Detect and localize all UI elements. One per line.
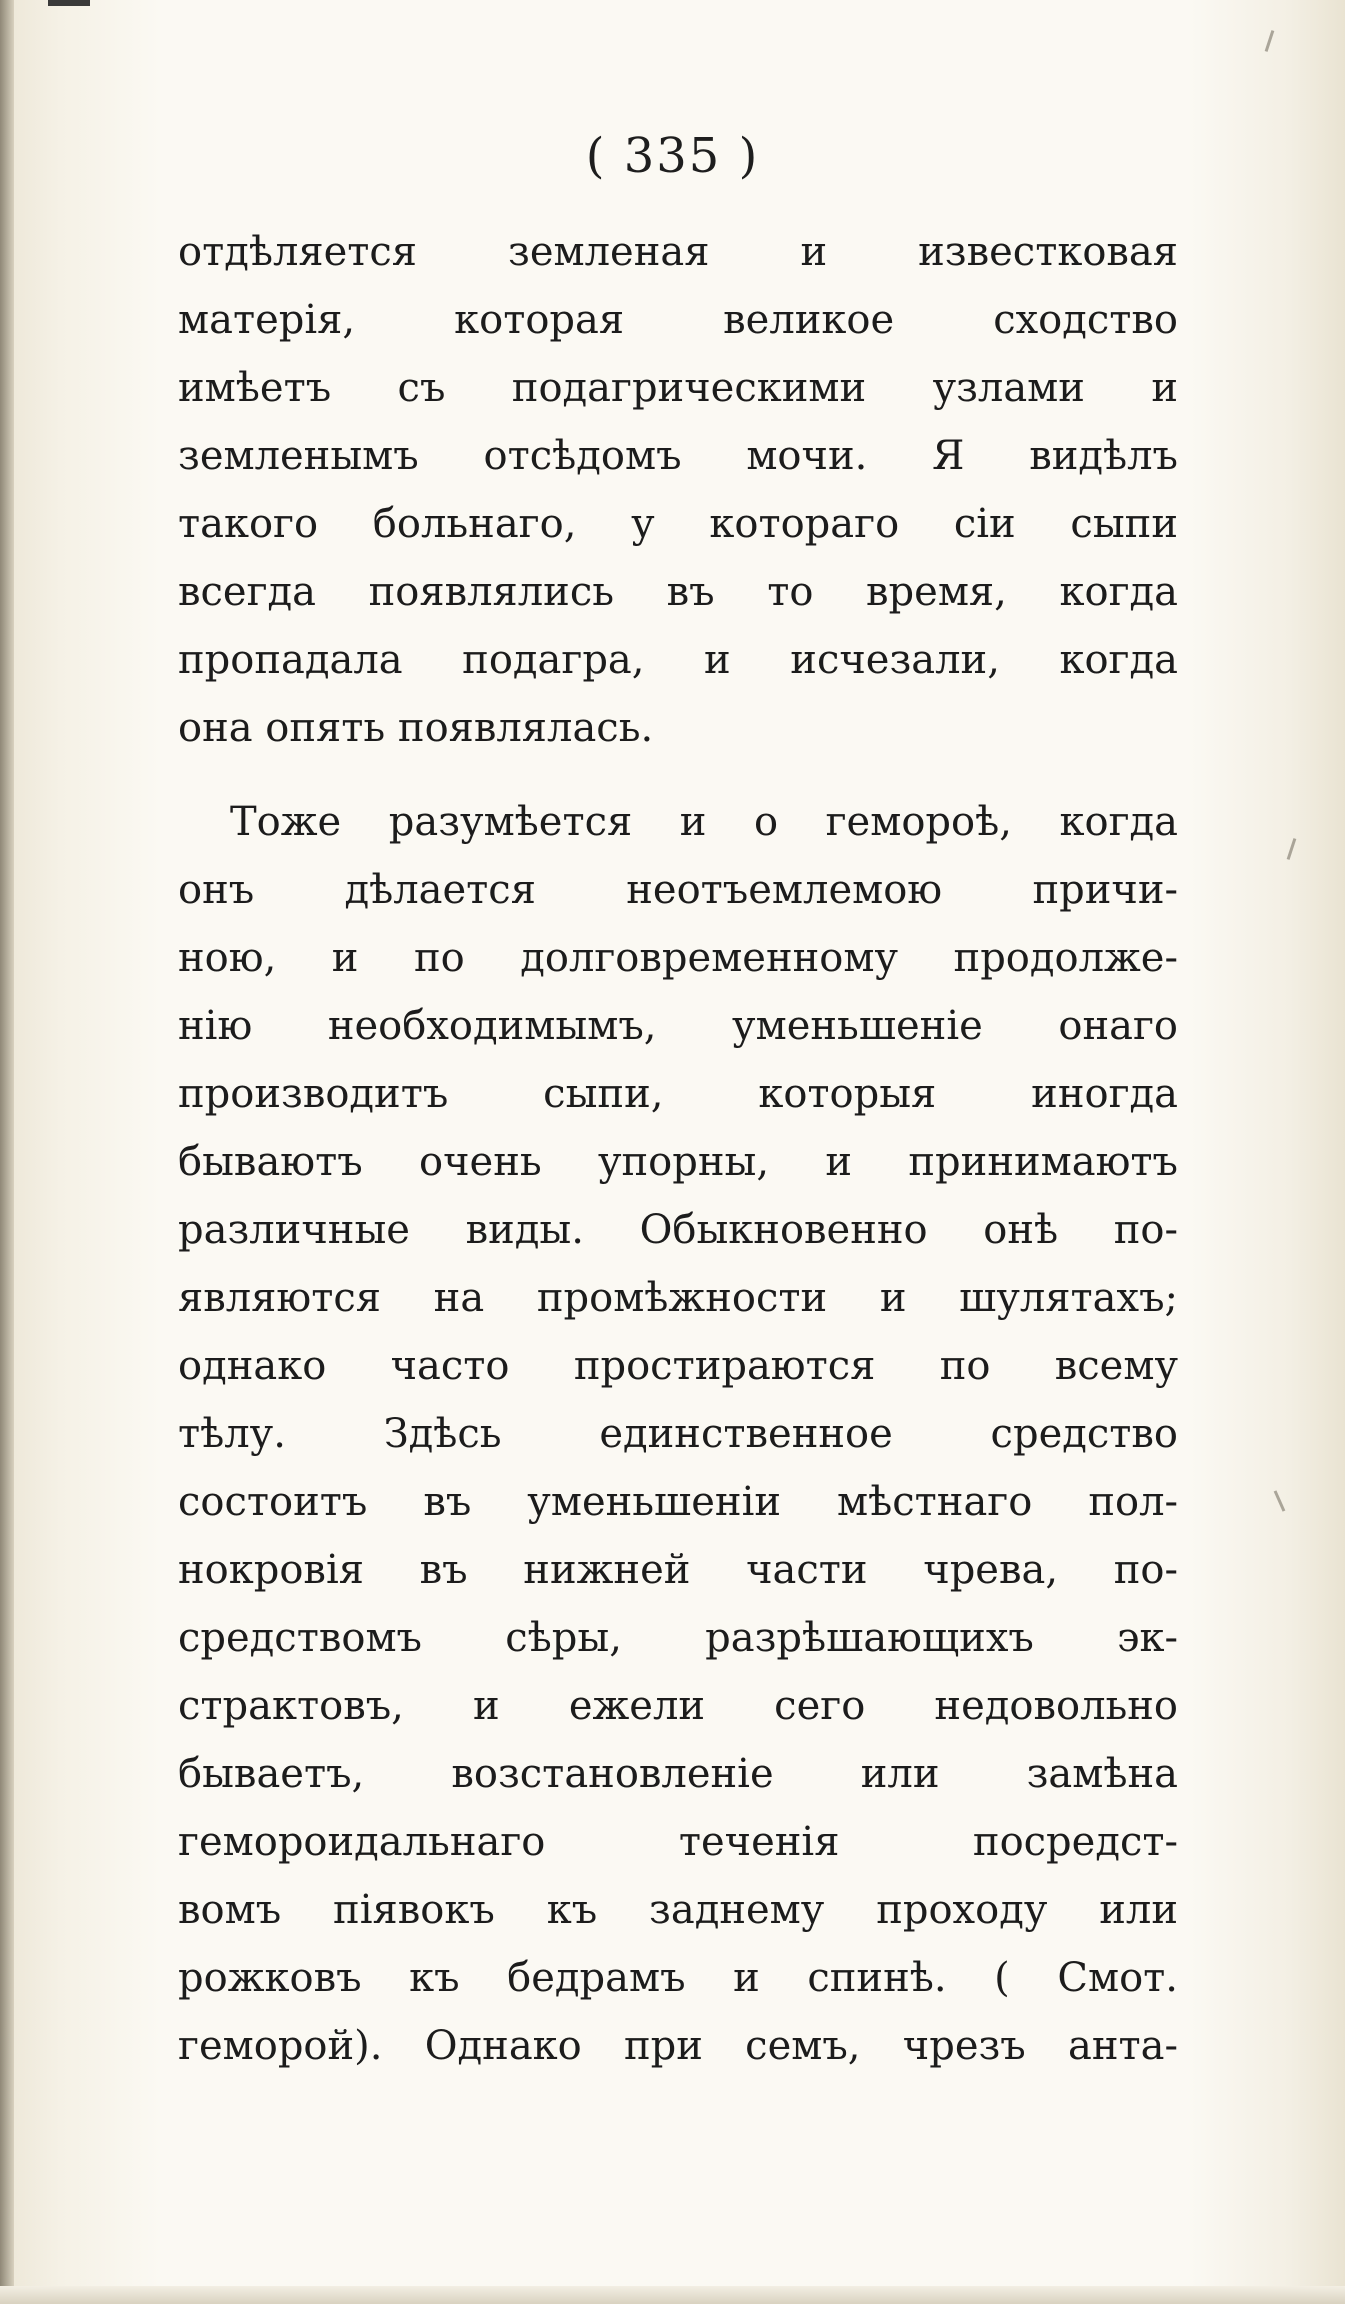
text-line: производитъ сыпи, которыя иногда (178, 1071, 1178, 1117)
text-line: гемороидальнаго теченія посредст- (178, 1819, 1178, 1865)
text-line: средствомъ сѣры, разрѣшающихъ эк- (178, 1615, 1178, 1661)
text-line: страктовъ, и ежели сего недовольно (178, 1683, 1178, 1729)
text-line: земленымъ отсѣдомъ мочи. Я видѣлъ (178, 433, 1178, 479)
text-line: такого больнаго, у котораго сіи сыпи (178, 501, 1178, 547)
text-line: всегда появлялись въ то время, когда (178, 569, 1178, 615)
paper-speck (1287, 838, 1297, 860)
text-line: отдѣляется земленая и известковая (178, 229, 1178, 275)
page-bottom-edge (0, 2286, 1345, 2304)
page-left-edge (0, 0, 14, 2304)
text-line: различные виды. Обыкновенно онѣ по- (178, 1207, 1178, 1253)
text-line: нію необходимымъ, уменьшеніе онаго (178, 1003, 1178, 1049)
page-number: ( 335 ) (585, 128, 760, 184)
text-line: Тоже разумѣется и о геморoѣ, когда (230, 799, 1178, 845)
text-line: геморой). Однако при семъ, чрезъ анта- (178, 2023, 1178, 2069)
text-line: онъ дѣлается неотъемлемою причи- (178, 867, 1178, 913)
text-line: ною, и по долговременному продолже- (178, 935, 1178, 981)
text-line: имѣетъ съ подагрическими узлами и (178, 365, 1178, 411)
text-line: являются на промѣжности и шулятахъ; (178, 1275, 1178, 1321)
paragraph-1 (178, 218, 1178, 762)
text-line: нокровія въ нижней части чрева, по- (178, 1547, 1178, 1593)
text-line: она опять появлялась. (178, 705, 654, 751)
paper-speck (1274, 1490, 1286, 1511)
paper-speck (1265, 30, 1275, 52)
text-line: пропадала подагра, и исчезали, когда (178, 637, 1178, 683)
text-line: бываютъ очень упорны, и принимаютъ (178, 1139, 1178, 1185)
paragraph-2 (178, 788, 1178, 2080)
text-line: матерія, которая великое сходство (178, 297, 1178, 343)
text-line: состоитъ въ уменьшеніи мѣстнаго пол- (178, 1479, 1178, 1525)
text-line: тѣлу. Здѣсь единственное средство (178, 1411, 1178, 1457)
text-line: бываетъ, возстановленіе или замѣна (178, 1751, 1178, 1797)
binding-mark (48, 0, 90, 6)
body-text (178, 218, 1178, 2080)
text-line: однако часто простираются по всему (178, 1343, 1178, 1389)
text-line: вомъ піявокъ къ заднему проходу или (178, 1887, 1178, 1933)
text-line: рожковъ къ бедрамъ и спинѣ. ( Смот. (178, 1955, 1178, 2001)
